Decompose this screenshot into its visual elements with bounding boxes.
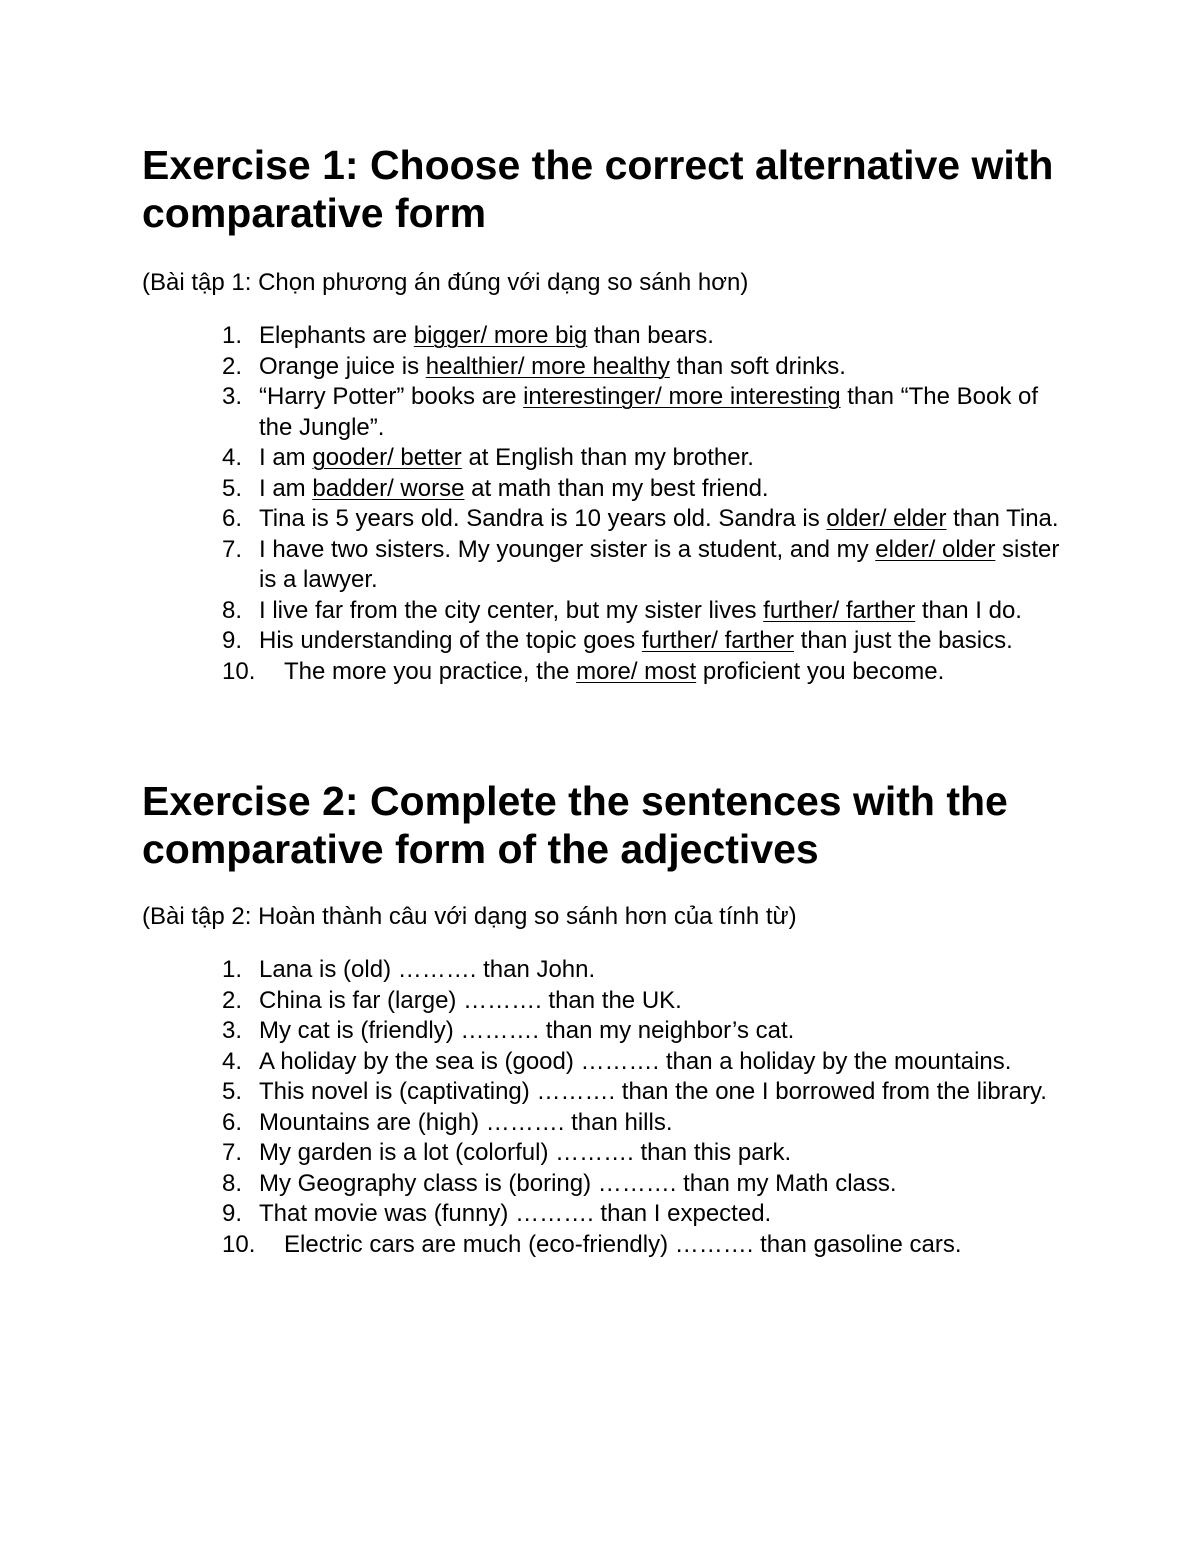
item-number: 3. [222,1017,243,1044]
list-item [0,1199,1064,1230]
item-text: sister is a lawyer. [259,535,1060,593]
answer-choice: older/ elder [826,505,947,532]
list-item [0,1047,1064,1078]
list-item [0,321,1064,352]
list-item [0,1108,1064,1139]
answer-choice: bigger/ more big [413,322,588,349]
list-item [0,1016,1064,1047]
item-number: 10. [222,1230,256,1258]
list-item [0,657,1074,688]
item-text: The more you practice, the [284,657,577,685]
exercise-2-list [0,955,1200,1260]
list-item [0,596,1064,627]
item-number: 7. [222,1139,243,1166]
item-number: 1. [222,322,243,349]
list-item [0,352,1064,383]
answer-choice: more/ most [576,657,697,685]
item-text: than “The Book of the Jungle”. [259,383,1039,441]
exercise-1-list [0,321,1200,687]
exercise-1-title: Exercise 1: Choose the correct alternative with comparative form [142,142,1054,236]
list-item [0,955,1064,986]
item-number: 9. [222,627,243,654]
item-number: 8. [222,1169,243,1197]
answer-choice: further/ farther [641,627,794,654]
item-text: than soft drinks. [669,352,846,380]
item-text: Orange juice is [259,352,426,380]
item-number: 7. [222,535,243,563]
list-item [0,1138,1064,1169]
item-text: I have two sisters. My younger sister is a student, and my [259,535,876,563]
item-number: 2. [222,986,243,1014]
list-item [0,504,1064,535]
item-number: 10. [222,657,256,685]
answer-choice: healthier/ more healthy [425,352,670,380]
item-text: I am [259,444,313,471]
answer-choice: elder/ older [875,535,996,563]
item-number: 1. [222,956,243,983]
item-text: A holiday by the sea is (good) ………. than a holiday by the mountains. [259,1047,1012,1075]
item-text: at English than my brother. [461,444,754,471]
list-item [0,1230,1074,1261]
list-item [0,535,1064,596]
item-number: 6. [222,1108,243,1136]
item-text: I live far from the city center, but my sister lives [259,596,764,624]
item-text: Electric cars are much (eco-friendly) ………. than gasoline cars. [284,1230,962,1258]
item-number: 5. [222,1078,243,1105]
exercise-2-title: Exercise 2: Complete the sentences with the comparative form of the adjectives [142,778,1008,872]
item-text: I am [259,474,313,502]
item-text: China is far (large) ………. than the UK. [259,986,682,1014]
item-text: than just the basics. [793,627,1013,654]
item-text: Mountains are (high) ………. than hills. [259,1108,673,1136]
item-number: 9. [222,1200,243,1227]
list-item [0,626,1064,657]
answer-choice: gooder/ better [312,444,462,471]
list-item [0,1169,1064,1200]
item-text: This novel is (captivating) ………. than the one I borrowed from the library. [259,1078,1047,1105]
item-number: 2. [222,352,243,380]
list-item [0,443,1064,474]
answer-choice: badder/ worse [312,474,465,502]
answer-choice: further/ farther [763,596,916,624]
item-number: 8. [222,596,243,624]
item-text: than Tina. [946,505,1059,532]
item-text: Elephants are [259,322,414,349]
item-text: Lana is (old) ………. than John. [259,956,596,983]
item-text: My Geography class is (boring) ………. than my Math class. [259,1169,897,1197]
list-item [0,1077,1064,1108]
item-text: “Harry Potter” books are [259,383,524,410]
item-number: 3. [222,383,243,410]
item-text: That movie was (funny) ………. than I expected. [259,1200,772,1227]
item-text: than bears. [587,322,714,349]
item-number: 4. [222,1047,243,1075]
list-item [0,986,1064,1017]
answer-choice: interestinger/ more interesting [523,383,841,410]
item-text: Tina is 5 years old. Sandra is 10 years old. Sandra is [259,505,827,532]
exercise-1-subtitle: (Bài tập 1: Chọn phương án đúng với dạng so sánh hơn) [142,269,749,296]
list-item [0,382,1064,443]
item-text: His understanding of the topic goes [259,627,642,654]
item-text: My cat is (friendly) ………. than my neighbor’s cat. [259,1017,795,1044]
item-text: at math than my best friend. [464,474,769,502]
item-text: than I do. [915,596,1022,624]
item-number: 4. [222,444,243,471]
exercise-2-subtitle: (Bài tập 2: Hoàn thành câu với dạng so sánh hơn của tính từ) [142,903,797,930]
item-text: My garden is a lot (colorful) ………. than this park. [259,1139,792,1166]
item-number: 6. [222,505,243,532]
list-item [0,474,1064,505]
item-text: proficient you become. [696,657,945,685]
item-number: 5. [222,474,243,502]
